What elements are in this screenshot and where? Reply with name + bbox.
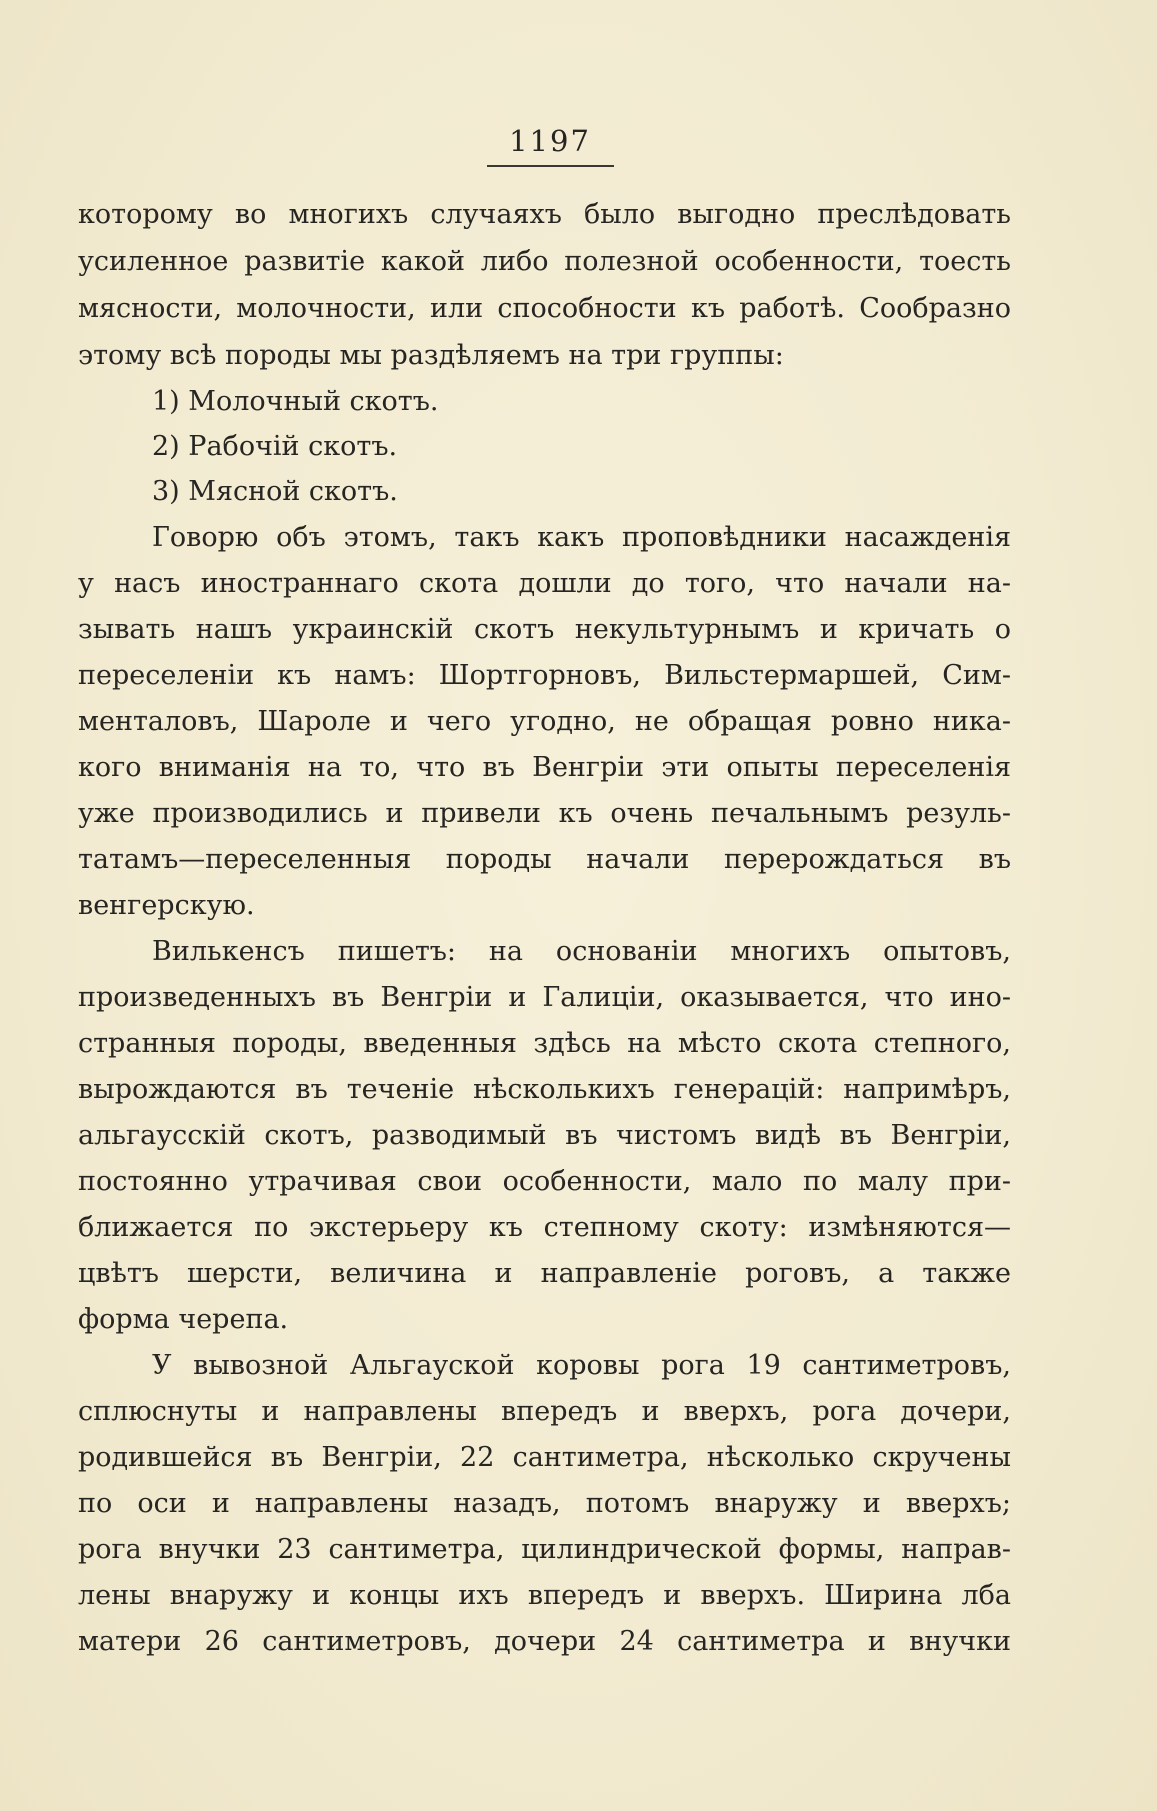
paragraph-first-line: Вилькенсъ пишетъ: на основаніи многихъ опытовъ, <box>152 936 1011 967</box>
text-line: татамъ—переселенныя породы начали перерождаться въ <box>78 844 1011 875</box>
text-line: усиленное развитіе какой либо полезной особенности, тоесть <box>78 246 1011 277</box>
text-line: у насъ иностраннаго скота дошли до того, что начали на- <box>78 568 1011 599</box>
text-line: ближается по экстерьеру къ степному скоту: измѣняются— <box>78 1212 1011 1243</box>
text-line: альгаусскій скотъ, разводимый въ чистомъ видѣ въ Венгріи, <box>78 1120 1011 1151</box>
text-line: этому всѣ породы мы раздѣляемъ на три группы: <box>78 340 784 371</box>
text-line: лены внаружу и концы ихъ впередъ и вверхъ. Ширина лба <box>78 1580 1011 1611</box>
text-line: постоянно утрачивая свои особенности, мало по малу при- <box>78 1166 1011 1197</box>
text-line: по оси и направлены назадъ, потомъ внаружу и вверхъ; <box>78 1488 1011 1519</box>
text-line: менталовъ, Шароле и чего угодно, не обращая ровно ника- <box>78 706 1011 737</box>
text-line: уже производились и привели къ очень печальнымъ резуль- <box>78 798 1011 829</box>
text-line: странныя породы, введенныя здѣсь на мѣсто скота степного, <box>78 1028 1011 1059</box>
text-line: вырождаются въ теченіе нѣсколькихъ генерацій: напримѣръ, <box>78 1074 1011 1105</box>
paragraph-first-line: У вывозной Альгауской коровы рога 19 сантиметровъ, <box>152 1350 1011 1381</box>
text-line: переселеніи къ намъ: Шортгорновъ, Вильстермаршей, Сим- <box>78 660 1011 691</box>
text-line: родившейся въ Венгріи, 22 сантиметра, нѣсколько скручены <box>78 1442 1011 1473</box>
text-line: рога внучки 23 сантиметра, цилиндрической формы, направ- <box>78 1534 1011 1565</box>
text-line: произведенныхъ въ Венгріи и Галиціи, оказывается, что ино- <box>78 982 1011 1013</box>
page-number: 1197 <box>509 124 591 158</box>
text-line: форма черепа. <box>78 1304 289 1335</box>
text-line: венгерскую. <box>78 890 255 921</box>
list-item: 3) Мясной скотъ. <box>152 476 398 507</box>
text-line: которому во многихъ случаяхъ было выгодно преслѣдовать <box>78 199 1011 230</box>
text-line: кого вниманія на то, что въ Венгріи эти опыты переселенія <box>78 752 1011 783</box>
paragraph-first-line: Говорю объ этомъ, такъ какъ проповѣдники насажденія <box>152 522 1011 553</box>
list-item: 1) Молочный скотъ. <box>152 386 439 417</box>
text-line: мясности, молочности, или способности къ работѣ. Сообразно <box>78 293 1011 324</box>
list-item: 2) Рабочій скотъ. <box>152 431 398 462</box>
text-line: цвѣтъ шерсти, величина и направленіе роговъ, а также <box>78 1258 1011 1289</box>
text-line: зывать нашъ украинскій скотъ некультурнымъ и кричать о <box>78 614 1011 645</box>
page-number-rule <box>487 165 614 167</box>
text-line: сплюснуты и направлены впередъ и вверхъ, рога дочери, <box>78 1396 1011 1427</box>
text-line: матери 26 сантиметровъ, дочери 24 сантиметра и внучки <box>78 1626 1011 1657</box>
